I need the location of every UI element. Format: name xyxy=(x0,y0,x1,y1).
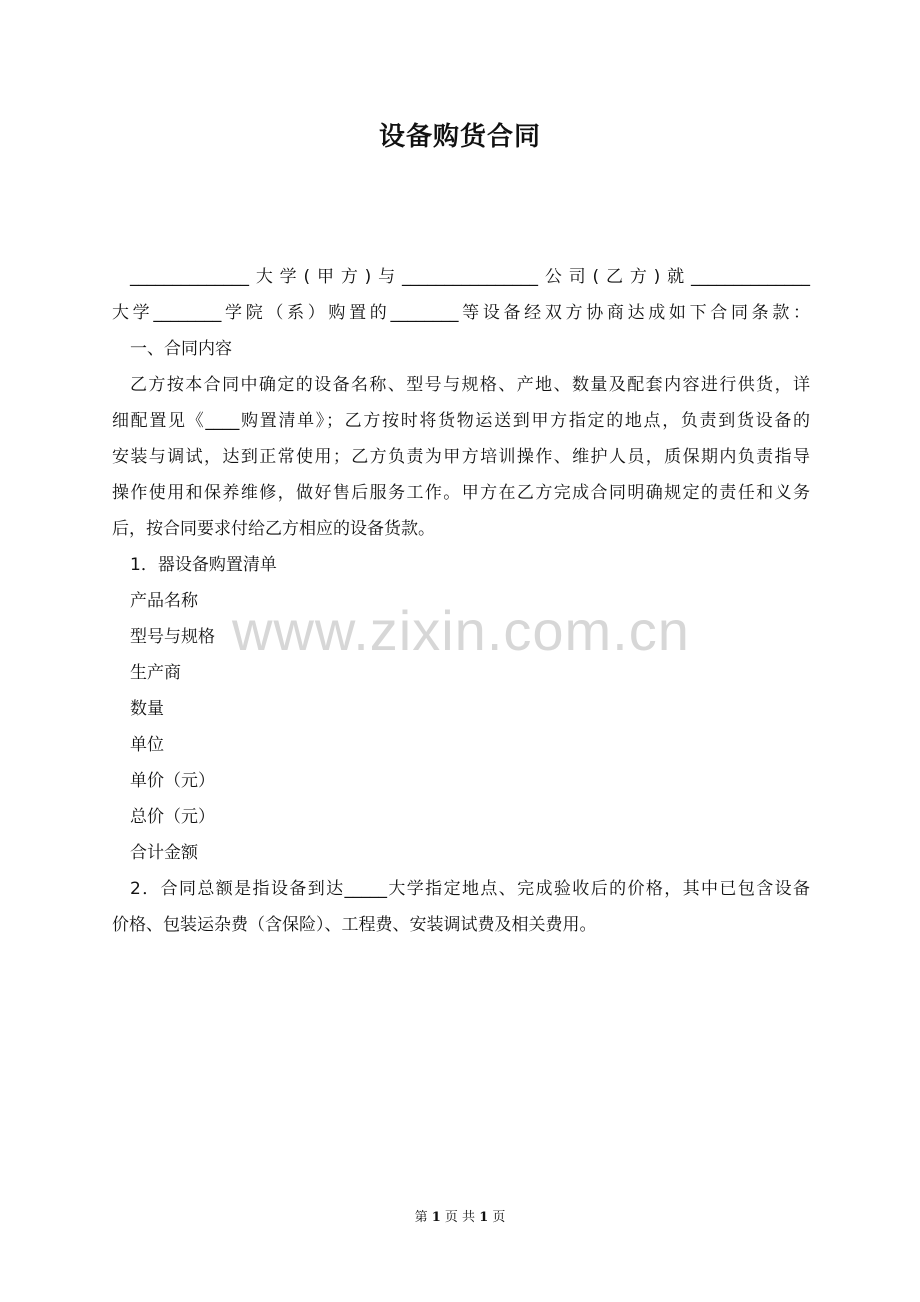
list-item: 数量 xyxy=(130,699,164,719)
page-number: 1 xyxy=(431,1210,441,1225)
paragraph-line: 安装与调试，达到正常使用；乙方负责为甲方培训操作、维护人员，质保期内负责指导 xyxy=(112,447,810,467)
paragraph-line: 细配置见《____购置清单》；乙方按时将货物运送到甲方指定的地点，负责到货设备的 xyxy=(112,411,810,431)
watermark: www.zixin.com.cn xyxy=(232,599,690,662)
section-heading: 一、合同内容 xyxy=(130,339,232,359)
paragraph-line: 价格、包装运杂费（含保险）、工程费、安装调试费及相关费用。 xyxy=(112,915,597,935)
footer-mid: 页 共 xyxy=(444,1210,476,1225)
paragraph-line: 2．合同总额是指设备到达_____大学指定地点、完成验收后的价格，其中已包含设备 xyxy=(130,879,810,899)
page-total: 1 xyxy=(479,1210,489,1225)
list-heading: 1．器设备购置清单 xyxy=(130,555,277,575)
list-item: 型号与规格 xyxy=(130,627,215,647)
footer-prefix: 第 xyxy=(414,1210,428,1225)
paragraph-line: 乙方按本合同中确定的设备名称、型号与规格、产地、数量及配套内容进行供货，详 xyxy=(130,375,810,395)
page-footer xyxy=(0,1206,920,1225)
parties-line-cont: 大学________学院（系）购置的________等设备经双方协商达成如下合同条款： xyxy=(112,303,810,323)
paragraph-line: 后，按合同要求付给乙方相应的设备货款。 xyxy=(112,519,435,539)
list-item: 总价（元） xyxy=(130,807,215,827)
parties-line: ______________大学(甲方)与________________公司(乙方)就______________ xyxy=(130,267,810,287)
list-item: 产品名称 xyxy=(130,591,198,611)
list-item: 单价（元） xyxy=(130,771,215,791)
list-item: 生产商 xyxy=(130,663,181,683)
paragraph-line: 操作使用和保养维修，做好售后服务工作。甲方在乙方完成合同明确规定的责任和义务 xyxy=(112,483,810,503)
footer-suffix: 页 xyxy=(492,1210,506,1225)
document-title: 设备购货合同 xyxy=(378,122,541,152)
document-body xyxy=(112,259,810,943)
list-item: 合计金额 xyxy=(130,843,198,863)
list-item: 单位 xyxy=(130,735,164,755)
